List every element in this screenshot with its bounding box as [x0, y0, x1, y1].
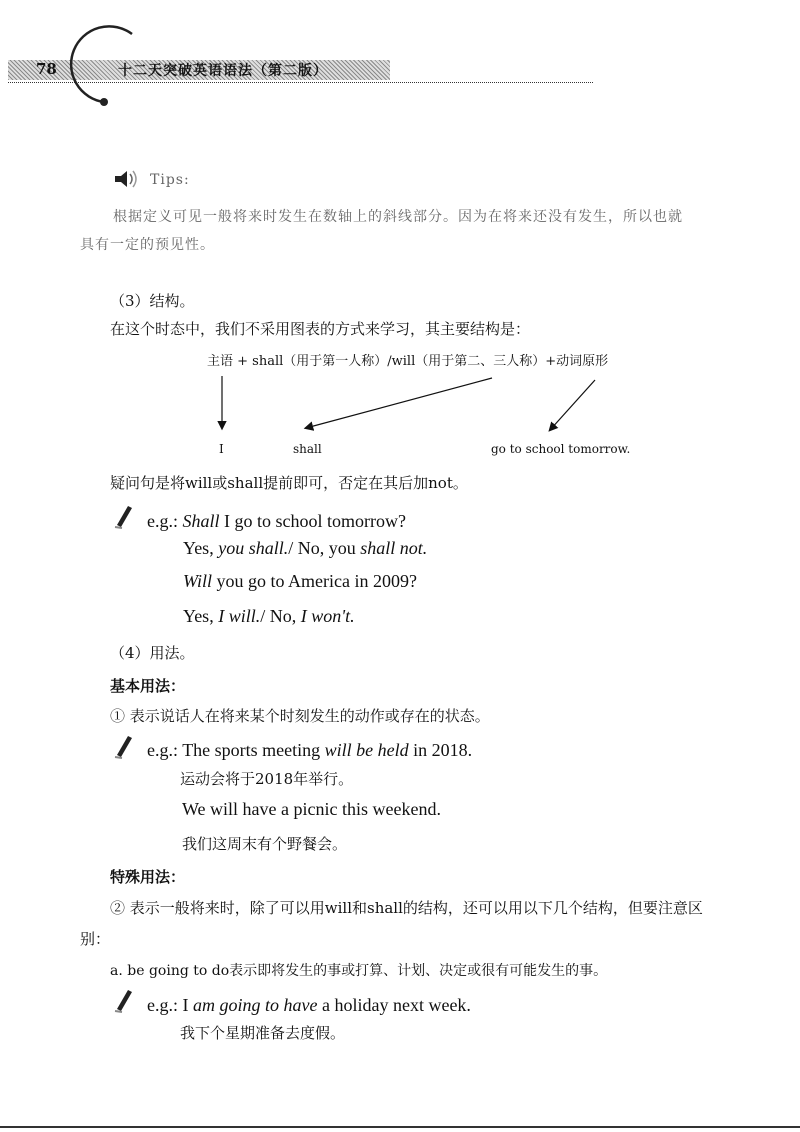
basic-usage-item: ① 表示说话人在将来某个时刻发生的动作或存在的状态。 — [110, 707, 490, 725]
diagram-label-verb: go to school tomorrow. — [491, 442, 631, 456]
example2-line1-translation: 运动会将于2018年举行。 — [180, 770, 354, 788]
eg-label: e.g.: — [147, 740, 178, 760]
book-title: 十二天突破英语语法（第二版） — [118, 63, 328, 79]
example2-l1-b: will be held — [324, 740, 409, 760]
tips-text-line2: 具有一定的预见性。 — [80, 237, 215, 253]
example2-line2: We will have a picnic this weekend. — [182, 799, 441, 819]
structure-arrows — [200, 370, 620, 440]
special-usage-sub-a: a. be going to do表示即将发生的事或打算、计划、决定或很有可能发生的事。 — [110, 963, 608, 979]
example1-line3 — [183, 571, 417, 592]
example3-line1 — [147, 995, 471, 1016]
structure-formula: 主语 + shall（用于第一人称）/will（用于第二、三人称）+动词原形 — [207, 354, 609, 369]
speaker-icon — [112, 168, 142, 190]
page-bottom-border — [0, 1126, 800, 1128]
example1-l4-d: I won't. — [300, 606, 355, 626]
tips-text-line1: 根据定义可见一般将来时发生在数轴上的斜线部分。因为在将来还没有发生，所以也就 — [113, 209, 683, 225]
example1-l1-a: Shall — [182, 511, 220, 531]
question-note: 疑问句是将will或shall提前即可，否定在其后加not。 — [110, 474, 468, 492]
tips-label: Tips: — [150, 172, 190, 188]
example3-l1-c: a holiday next week. — [317, 995, 471, 1015]
example1-l4-b: I will. — [218, 606, 261, 626]
example3-line1-translation: 我下个星期准备去度假。 — [180, 1024, 346, 1042]
example1-l2-c: / No, you — [288, 538, 361, 558]
page-number: 78 — [36, 60, 57, 78]
example1-l4-a: Yes, — [183, 606, 219, 626]
pencil-icon — [112, 503, 136, 529]
example1-l2-d: shall not. — [360, 538, 428, 558]
special-usage-item-line2: 别： — [80, 930, 111, 948]
eg-label: e.g.: — [147, 511, 178, 531]
example2-l1-c: in 2018. — [408, 740, 473, 760]
example1-l4-c: / No, — [260, 606, 301, 626]
pencil-icon — [112, 733, 136, 759]
example1-line4 — [183, 606, 355, 627]
section4-heading: （4）用法。 — [110, 644, 195, 662]
basic-usage-label: 基本用法： — [110, 677, 186, 695]
example1-l3-a: Will — [183, 571, 213, 591]
special-usage-item-line1: ② 表示一般将来时，除了可以用will和shall的结构，还可以用以下几个结构，但要注意区 — [110, 899, 703, 917]
example1-line1 — [147, 511, 406, 532]
example3-l1-b: am going to have — [193, 995, 318, 1015]
section3-intro: 在这个时态中，我们不采用图表的方式来学习，其主要结构是： — [110, 320, 531, 338]
section3-heading: （3）结构。 — [110, 292, 195, 310]
example3-l1-a: I — [182, 995, 193, 1015]
diagram-label-aux: shall — [293, 442, 322, 456]
example1-l1-b: I go to school tomorrow? — [219, 511, 406, 531]
eg-label: e.g.: — [147, 995, 178, 1015]
example1-l2-b: you shall. — [218, 538, 289, 558]
pencil-icon — [112, 987, 136, 1013]
special-usage-label: 特殊用法： — [110, 868, 186, 886]
example2-line2-translation: 我们这周末有个野餐会。 — [182, 835, 348, 853]
example2-l1-a: The sports meeting — [182, 740, 325, 760]
example1-l2-a: Yes, — [183, 538, 219, 558]
example2-line1 — [147, 740, 472, 761]
diagram-label-subject: I — [219, 442, 224, 456]
example1-line2 — [183, 538, 427, 559]
example1-l3-b: you go to America in 2009? — [212, 571, 417, 591]
